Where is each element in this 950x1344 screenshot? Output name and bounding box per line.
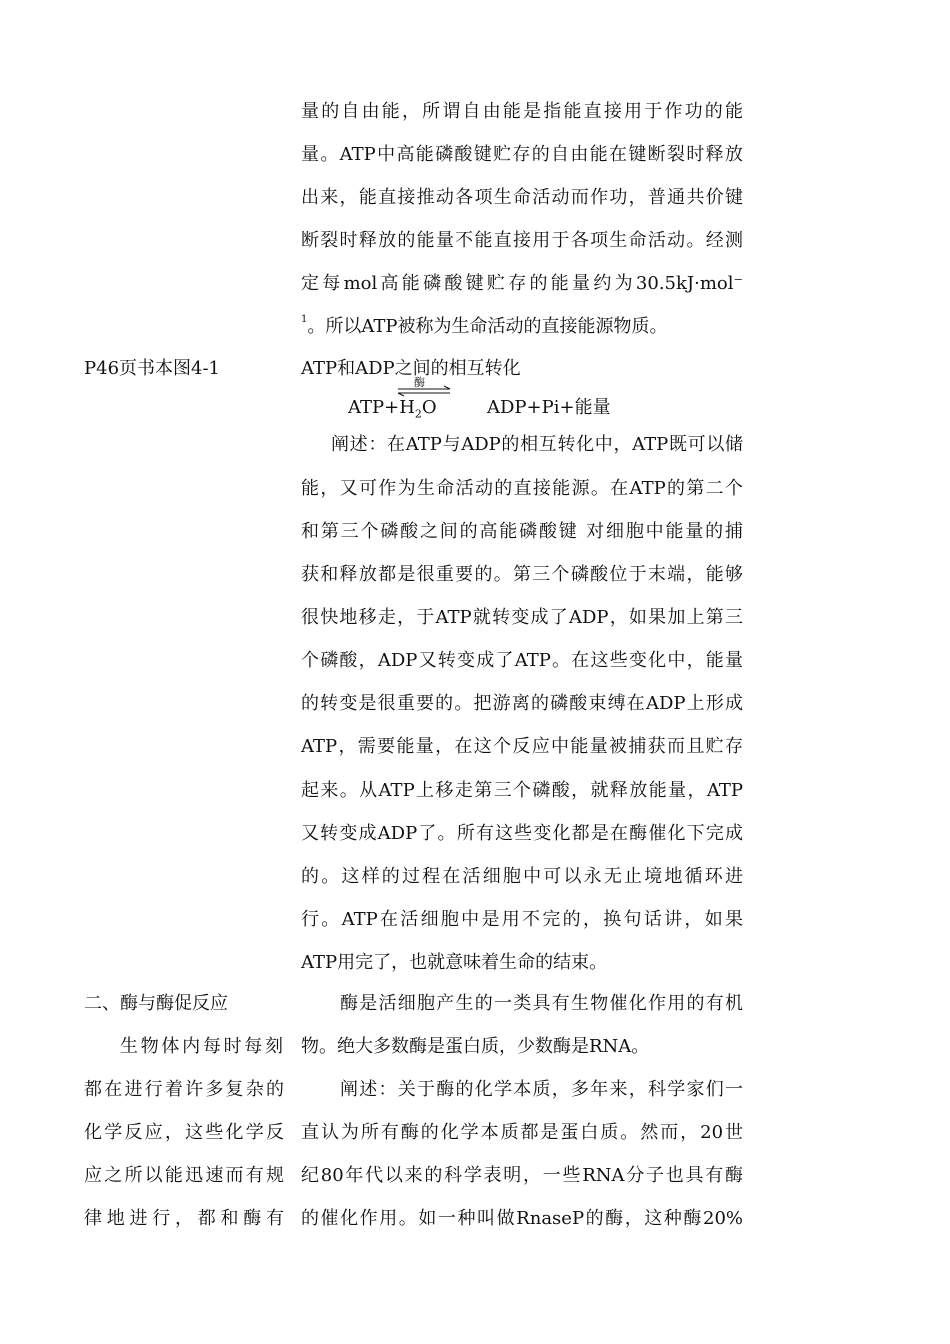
text-line: 个磷酸，ADP又转变成了ATP。在这些变化中，能量 — [301, 650, 743, 671]
text-line: 的转变是很重要的。把游离的磷酸束缚在ADP上形成 — [301, 693, 743, 714]
text-line: 定每mol高能磷酸键贮存的能量约为30.5kJ·mol⁻ — [301, 273, 743, 294]
text-line: 断裂时释放的能量不能直接用于各项生命活动。经测 — [301, 230, 743, 251]
text-line: 生物体内每时每刻 — [120, 1036, 283, 1057]
text-line: 量。ATP中高能磷酸键贮存的自由能在键断裂时释放 — [301, 144, 743, 165]
text-line: ATP用完了，也就意味着生命的结束。 — [301, 952, 608, 973]
text-line: 化学反应，这些化学反 — [84, 1122, 284, 1143]
double-arrow-icon — [396, 385, 452, 397]
section-title: 二、酶与酶促反应 — [84, 993, 228, 1014]
equation-left-suffix: O — [421, 397, 437, 418]
equation-subscript: 2 — [414, 407, 422, 421]
text-line: 出来，能直接推动各项生命活动而作功，普通共价键 — [301, 187, 743, 208]
text-line: 纪80年代以来的科学表明，一些RNA分子也具有酶 — [301, 1165, 743, 1186]
text-line: 获和释放都是很重要的。第三个磷酸位于末端，能够 — [301, 564, 743, 585]
text-line: 能，又可作为生命活动的直接能源。在ATP的第二个 — [301, 478, 743, 499]
figure-reference: P46页书本图4-1 — [84, 358, 221, 379]
text-line: 都在进行着许多复杂的 — [84, 1079, 284, 1100]
text-line: 酶是活细胞产生的一类具有生物催化作用的有机 — [340, 993, 743, 1014]
text-fragment: 。所以ATP被称为生命活动的直接能源物质。 — [307, 316, 668, 337]
equation-right: ADP+Pi+能量 — [487, 397, 611, 418]
enzyme-label: 酶 — [414, 376, 425, 389]
text-line: 行。ATP在活细胞中是用不完的，换句话讲，如果 — [301, 909, 743, 930]
text-line: 律地进行，都和酶有 — [84, 1208, 284, 1229]
text-line: 的。这样的过程在活细胞中可以永无止境地循环进 — [301, 866, 743, 887]
text-line: 阐述：在ATP与ADP的相互转化中，ATP既可以储 — [331, 434, 743, 455]
text-line: 应之所以能迅速而有规 — [84, 1165, 284, 1186]
section-heading: ATP和ADP之间的相互转化 — [301, 358, 521, 379]
text-line: 直认为所有酶的化学本质都是蛋白质。然而，20世 — [301, 1122, 743, 1143]
text-line: 很快地移走，于ATP就转变成了ADP，如果加上第三 — [301, 607, 743, 628]
text-line: 起来。从ATP上移走第三个磷酸，就释放能量，ATP — [301, 780, 743, 801]
reversible-arrow — [396, 377, 452, 399]
equation-left — [348, 396, 437, 420]
text-line: ATP，需要能量，在这个反应中能量被捕获而且贮存 — [301, 736, 743, 757]
text-line: 和第三个磷酸之间的高能磷酸键 对细胞中能量的捕 — [301, 521, 743, 542]
equation-left-prefix: ATP+H — [348, 397, 415, 418]
superscript: 1 — [301, 314, 308, 325]
text-line: 阐述：关于酶的化学本质，多年来，科学家们一 — [340, 1079, 743, 1100]
text-line: 又转变成ADP了。所有这些变化都是在酶催化下完成 — [301, 823, 743, 844]
text-line — [301, 315, 743, 339]
text-line: 量的自由能，所谓自由能是指能直接用于作功的能 — [301, 101, 743, 122]
text-line: 的催化作用。如一种叫做RnaseP的酶，这种酶20% — [301, 1208, 743, 1229]
text-line: 物。绝大多数酶是蛋白质，少数酶是RNA。 — [301, 1036, 650, 1057]
